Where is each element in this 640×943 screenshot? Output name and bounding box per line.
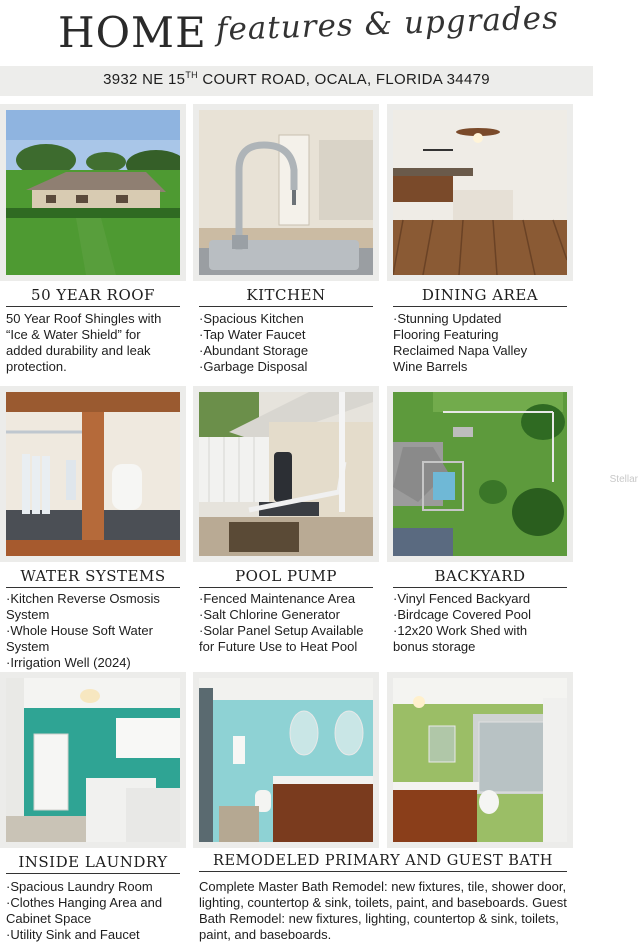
list-item: ·Stunning Updated bbox=[393, 311, 502, 326]
kitchen-features bbox=[199, 311, 379, 375]
roof-photo bbox=[6, 110, 180, 275]
list-item: System bbox=[6, 639, 50, 654]
laundry-features bbox=[6, 879, 192, 943]
pool-features bbox=[199, 591, 384, 655]
backyard-features bbox=[393, 591, 573, 655]
watermark: Stellar bbox=[609, 474, 638, 485]
list-item: System bbox=[6, 607, 50, 622]
dining-heading: DINING AREA bbox=[393, 286, 567, 307]
laundry-heading: INSIDE LAUNDRY bbox=[6, 853, 180, 874]
list-item: ·Fenced Maintenance Area bbox=[199, 591, 356, 606]
list-item: ·Tap Water Faucet bbox=[199, 327, 306, 342]
list-item: Cabinet Space bbox=[6, 911, 92, 926]
list-item: bonus storage bbox=[393, 639, 476, 654]
kitchen-photo bbox=[199, 110, 373, 275]
list-item: ·Utility Sink and Faucet bbox=[6, 927, 140, 942]
bath-heading: REMODELED PRIMARY AND GUEST BATH bbox=[199, 853, 567, 872]
title-script: features & upgrades bbox=[215, 0, 560, 48]
laundry-photo bbox=[6, 678, 180, 842]
roof-description: 50 Year Roof Shingles with “Ice & Water Shield” for added durability and leak protection. bbox=[6, 311, 162, 374]
list-item: ·Spacious Kitchen bbox=[199, 311, 304, 326]
roof-heading: 50 YEAR ROOF bbox=[6, 286, 180, 307]
list-item: ·Clothes Hanging Area and bbox=[6, 895, 163, 910]
list-item: Wine Barrels bbox=[393, 359, 468, 374]
guest-bath-photo bbox=[393, 678, 567, 842]
list-item: ·Spacious Laundry Room bbox=[6, 879, 153, 894]
pool-pump-photo bbox=[199, 392, 373, 556]
title-main: HOME bbox=[58, 8, 207, 57]
dining-features bbox=[393, 311, 573, 375]
backyard-aerial-photo bbox=[393, 392, 567, 556]
bath-description: Complete Master Bath Remodel: new fixtures, tile, shower door, lighting, countertop & sink, toilets, paint, and baseboards. Guest Bath Remodel: new fixtures, lighting, countertop & sink, toilets, paint, and baseboards. bbox=[199, 879, 567, 942]
list-item: ·Whole House Soft Water bbox=[6, 623, 153, 638]
list-item: ·Garbage Disposal bbox=[199, 359, 308, 374]
primary-bath-photo bbox=[199, 678, 373, 842]
dining-photo bbox=[393, 110, 567, 275]
list-item: ·Salt Chlorine Generator bbox=[199, 607, 340, 622]
property-address: 3932 NE 15TH COURT ROAD, OCALA, FLORIDA 34479 bbox=[103, 70, 490, 88]
page-title bbox=[58, 0, 618, 74]
list-item: Reclaimed Napa Valley bbox=[393, 343, 528, 358]
water-systems-photo bbox=[6, 392, 180, 556]
kitchen-heading: KITCHEN bbox=[199, 286, 373, 307]
list-item: ·Abundant Storage bbox=[199, 343, 309, 358]
list-item: for Future Use to Heat Pool bbox=[199, 639, 358, 654]
list-item: Flooring Featuring bbox=[393, 327, 499, 342]
list-item: ·Solar Panel Setup Available bbox=[199, 623, 364, 638]
list-item: ·Kitchen Reverse Osmosis bbox=[6, 591, 160, 606]
water-features bbox=[6, 591, 186, 671]
backyard-heading: BACKYARD bbox=[393, 567, 567, 588]
list-item: ·Birdcage Covered Pool bbox=[393, 607, 532, 622]
list-item: ·12x20 Work Shed with bbox=[393, 623, 528, 638]
water-heading: WATER SYSTEMS bbox=[6, 567, 180, 588]
list-item: ·Vinyl Fenced Backyard bbox=[393, 591, 531, 606]
pool-heading: POOL PUMP bbox=[199, 567, 373, 588]
list-item: ·Irrigation Well (2024) bbox=[6, 655, 131, 670]
